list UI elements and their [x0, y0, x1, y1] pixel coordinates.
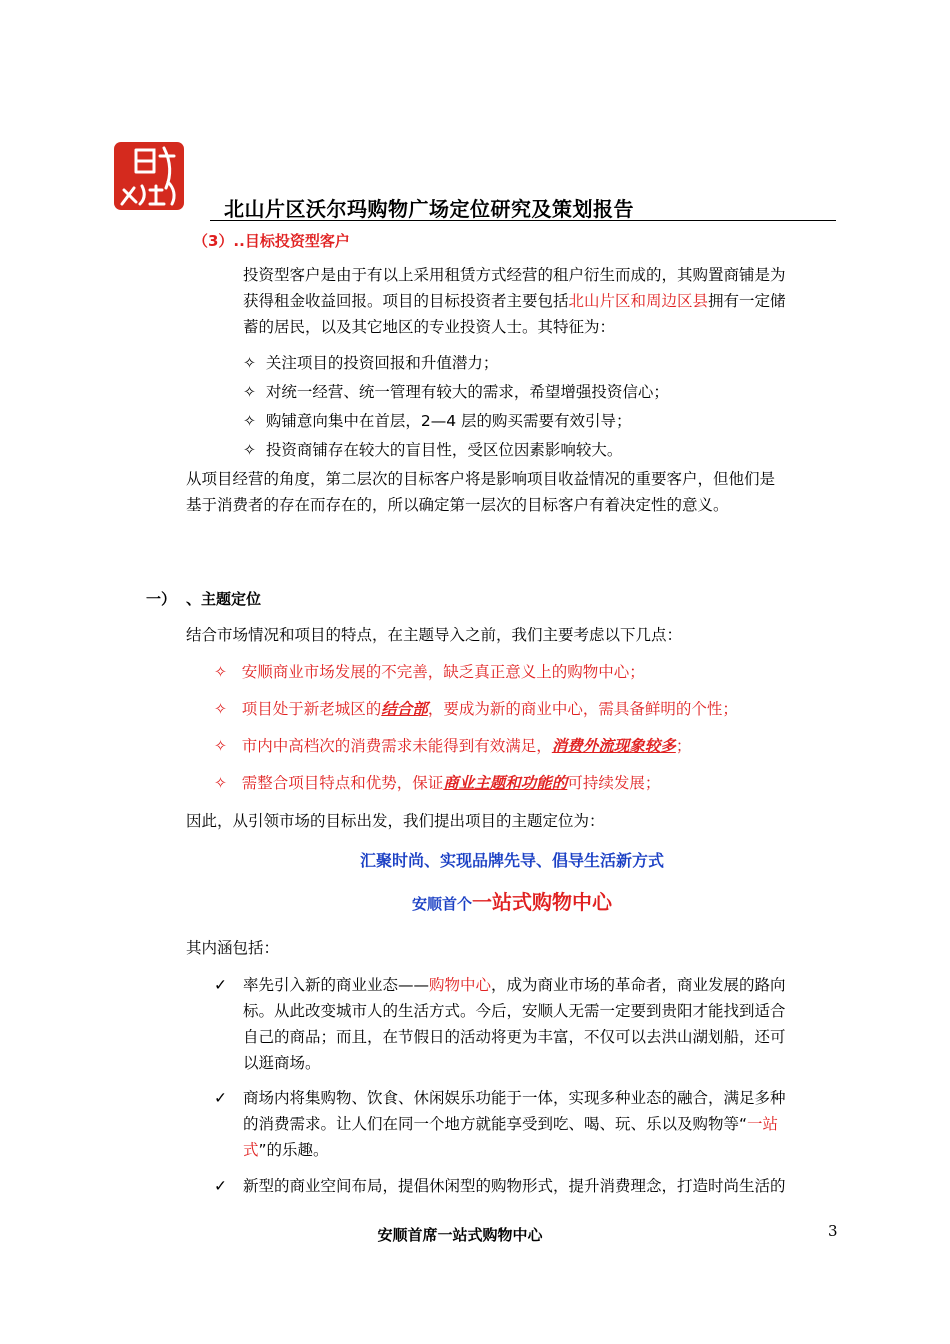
conclusion-text: 因此，从引领市场的目标出发，我们提出项目的主题定位为：: [186, 812, 605, 830]
item-line: 的消费需求。让人们在同一个地方就能享受到吃、喝、玩、乐以及购物等“一站: [243, 1115, 779, 1133]
summary-line: 基于消费者的存在而存在的，所以确定第一层次的目标客户有着决定性的意义。: [186, 496, 729, 514]
feature-list-item: ✧ 购铺意向集中在首层，2—4 层的购买需要有效引导；: [243, 412, 632, 430]
section-heading: 、主题定位: [186, 590, 262, 608]
section-heading: （3）..目标投资型客户: [193, 232, 350, 250]
paragraph-line: 蓄的居民，以及其它地区的专业投资人士。其特征为：: [243, 318, 616, 336]
item-line: 新型的商业空间布局，提倡休闲型的购物形式，提升消费理念，打造时尚生活的: [243, 1177, 786, 1195]
section-number: 一）: [146, 590, 177, 608]
diamond-bullet-icon: ✧: [243, 412, 256, 430]
item-line: 率先引入新的商业业态——购物中心，成为商业市场的革命者，商业发展的路向: [243, 976, 786, 994]
highlight-text: 购物中心: [429, 976, 492, 994]
intro-text: 结合市场情况和项目的特点，在主题导入之前，我们主要考虑以下几点：: [186, 626, 683, 644]
diamond-bullet-icon: ✧: [214, 737, 227, 755]
document-title: 北山片区沃尔玛购物广场定位研究及策划报告: [224, 197, 634, 221]
summary-line: 从项目经营的角度，第二层次的目标客户将是影响项目收益情况的重要客户，但他们是: [186, 470, 776, 488]
feature-list-item: ✧ 关注项目的投资回报和升值潜力；: [243, 354, 499, 372]
seal-logo: [114, 142, 184, 210]
diamond-bullet-icon: ✧: [214, 663, 227, 681]
feature-list-item: ✧ 对统一经营、统一管理有较大的需求，希望增强投资信心；: [243, 383, 669, 401]
paragraph-line: 获得租金收益回报。项目的目标投资者主要包括北山片区和周边区县拥有一定储: [243, 292, 786, 310]
consideration-item: ✧ 市内中高档次的消费需求未能得到有效满足，消费外流现象较多；: [214, 737, 692, 755]
paragraph-line: 投资型客户是由于有以上采用租赁方式经营的租户衍生而成的，其购置商铺是为: [243, 266, 786, 284]
highlight-text: 北山片区和周边区县: [568, 292, 709, 310]
check-icon: ✓: [214, 1177, 227, 1195]
consideration-item: ✧ 需整合项目特点和优势，保证商业主题和功能的可持续发展；: [214, 774, 661, 792]
diamond-bullet-icon: ✧: [214, 774, 227, 792]
check-icon: ✓: [214, 1089, 227, 1107]
header-rule: [210, 220, 836, 221]
emphasis-text: 消费外流现象较多: [551, 737, 676, 755]
diamond-bullet-icon: ✧: [243, 383, 256, 401]
check-icon: ✓: [214, 976, 227, 994]
item-line: 商场内将集购物、饮食、休闲娱乐功能于一体，实现多种业态的融合，满足多种: [243, 1089, 786, 1107]
page-number: 3: [828, 1222, 838, 1240]
slogan: 汇聚时尚、实现品牌先导、倡导生活新方式: [359, 851, 664, 870]
diamond-bullet-icon: ✧: [243, 354, 256, 372]
diamond-bullet-icon: ✧: [243, 441, 256, 459]
highlight-text: 一站: [747, 1115, 779, 1133]
item-line: 自己的商品；而且，在节假日的活动将更为丰富，不仅可以去洪山湖划船，还可: [243, 1028, 786, 1046]
footer-text: 安顺首席一站式购物中心: [377, 1226, 543, 1244]
item-line: 标。从此改变城市人的生活方式。今后，安顺人无需一定要到贵阳才能找到适合: [243, 1002, 786, 1020]
feature-list-item: ✧ 投资商铺存在较大的盲目性，受区位因素影响较大。: [243, 441, 623, 459]
item-line: 以逛商场。: [243, 1054, 321, 1072]
connotation-label: 其内涵包括：: [186, 939, 280, 957]
emphasis-text: 商业主题和功能的: [443, 774, 568, 792]
positioning-statement: 安顺首个一站式购物中心: [411, 890, 612, 914]
emphasis-text: 结合部: [381, 700, 428, 718]
item-line: 式”的乐趣。: [243, 1141, 329, 1159]
consideration-item: ✧ 安顺商业市场发展的不完善，缺乏真正意义上的购物中心；: [214, 663, 645, 681]
consideration-item: ✧ 项目处于新老城区的结合部，要成为新的商业中心，需具备鲜明的个性；: [214, 700, 738, 718]
diamond-bullet-icon: ✧: [214, 700, 227, 718]
highlight-text: 式: [243, 1141, 259, 1159]
